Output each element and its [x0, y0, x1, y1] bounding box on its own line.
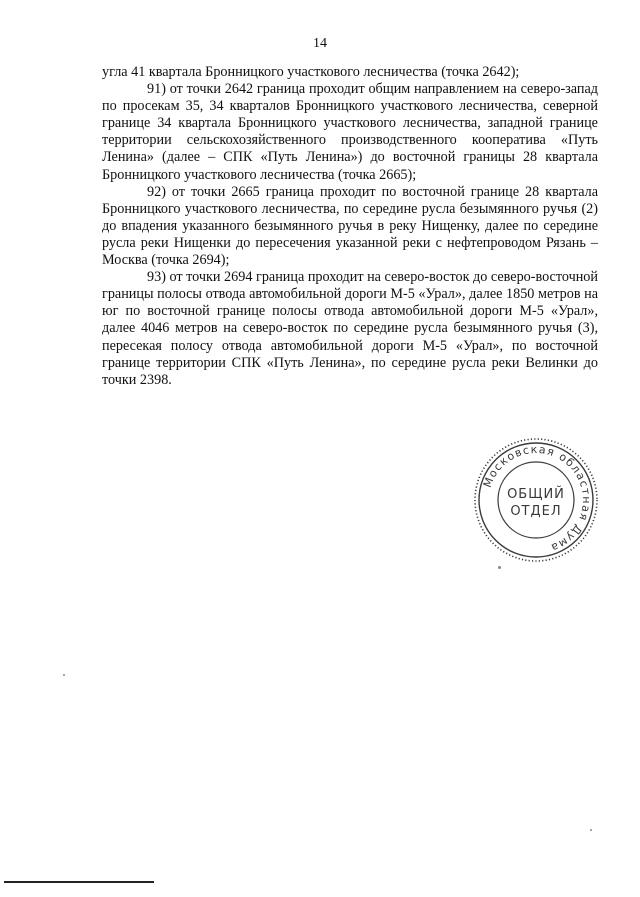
document-body — [102, 64, 598, 389]
stamp-ring-text: Московская областная Дума — [480, 442, 594, 555]
official-stamp — [472, 436, 600, 564]
bottom-scan-line — [4, 881, 154, 883]
stamp-center-line-1: ОБЩИЙ — [507, 487, 565, 502]
stamp-center-line-2: ОТДЕЛ — [510, 504, 562, 519]
paragraph-92: 92) от точки 2665 граница проходит по восточной границе 28 квартала Бронницкого участкового лесничества, по середине русла безымянного ручья (2) до впадения указанного безымянного ручья в реку Нищенку, далее по середине русла реки Нищенки до пересечения указанной реки с нефтепроводом Рязань – Москва (точка 2694); — [102, 183, 598, 269]
scan-speck — [498, 566, 501, 569]
page-number: 14 — [313, 36, 327, 51]
scan-speck — [590, 829, 592, 831]
paragraph-continuation: угла 41 квартала Бронницкого участкового лесничества (точка 2642); — [102, 64, 520, 80]
scan-speck — [63, 674, 65, 676]
paragraph-93: 93) от точки 2694 граница проходит на северо-восток до северо-восточной границы полосы отвода автомобильной дороги М-5 «Урал», далее 1850 метров на юг по восточной границе полосы отвода автомобильной дороги М-5 «Урал», далее 4046 метров на северо-восток по середине русла безымянного ручья (3), пересекая полосу отвода автомобильной дороги М-5 «Урал», по восточной границе территории СПК «Путь Ленина», по середине русла реки Велинки до точки 2398. — [102, 269, 598, 388]
paragraph-91: 91) от точки 2642 граница проходит общим направлением на северо-запад по просекам 35, 34 кварталов Бронницкого участкового лесничества, северной границе 34 квартала Бронницкого участкового лесничества, западной границе территории сельскохозяйственного производственного кооператива «Путь Ленина» (далее – СПК «Путь Ленина») до восточной границы 28 квартала Бронницкого участкового лесничества (точка 2665); — [102, 81, 598, 183]
stamp-seal-graphic — [472, 436, 600, 564]
